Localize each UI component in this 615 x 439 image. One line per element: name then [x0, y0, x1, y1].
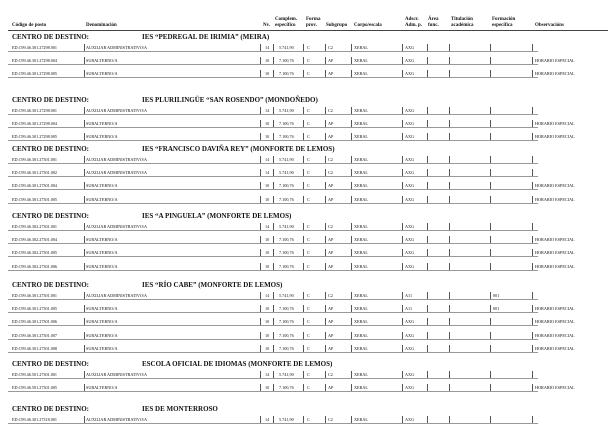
- row-nivel: 14: [265, 108, 270, 113]
- row-forma: C: [307, 293, 310, 298]
- row-forma: C: [307, 372, 310, 377]
- row-nivel: 10: [265, 385, 270, 391]
- row-observacions: HORARIO ESPECIAL: [535, 345, 575, 351]
- header-formacion-l2: específica: [492, 23, 513, 28]
- row-denominacion: SUBALTERNO/A: [86, 345, 118, 351]
- row-forma: C: [307, 319, 310, 325]
- row-rule: [8, 230, 538, 231]
- row-formacion: 001: [493, 293, 500, 298]
- table-row: [0, 291, 615, 300]
- row-complemento: 7.100,76: [279, 332, 294, 338]
- row-codigo: ED.C99.46.301.27298.005: [12, 71, 58, 77]
- section-title: [12, 212, 291, 220]
- row-subgrupo: C2: [328, 372, 333, 377]
- row-denominacion: SUBALTERNO/A: [86, 250, 118, 256]
- row-subgrupo: AP: [328, 71, 334, 77]
- row-codigo: ED.C99.46.301.27301.008: [12, 345, 58, 351]
- table-row: [0, 262, 615, 271]
- row-forma: C: [307, 332, 310, 338]
- row-corpo: XERAL: [354, 306, 368, 312]
- row-adscricion: AXG: [405, 58, 415, 64]
- table-row: [0, 331, 615, 340]
- row-adscricion: A11: [405, 293, 413, 298]
- row-subgrupo: C2: [328, 157, 333, 162]
- table-row: [0, 119, 615, 128]
- row-observacions: HORARIO ESPECIAL: [535, 71, 575, 77]
- row-complemento: 5.741,90: [279, 157, 294, 162]
- table-row: [0, 43, 615, 52]
- row-subgrupo: C2: [328, 108, 333, 113]
- row-rule: [8, 378, 538, 379]
- table-row: [0, 69, 615, 78]
- row-denominacion: SUBALTERNO/A: [86, 319, 118, 325]
- row-codigo: ED.C99.46.301.27301.004: [12, 183, 58, 189]
- row-subgrupo: C2: [328, 417, 333, 422]
- table-row: [0, 106, 615, 115]
- row-nivel: 14: [265, 157, 270, 162]
- section-title: [12, 96, 318, 104]
- row-nivel: 10: [265, 121, 270, 127]
- row-adscricion: AXG: [405, 196, 415, 202]
- header-titulacion-l1: Titulación: [451, 17, 473, 22]
- row-rule: [8, 312, 538, 313]
- table-row: [0, 248, 615, 257]
- row-adscricion: AXG: [405, 183, 415, 189]
- section-name: IES DE MONTERROSO: [142, 405, 218, 413]
- header-forma-l1: Forma: [306, 17, 321, 22]
- row-complemento: 5.741,90: [279, 170, 294, 176]
- row-nivel: 10: [265, 332, 270, 338]
- table-row: [0, 195, 615, 204]
- row-subgrupo: AP: [328, 121, 334, 127]
- table-row: [0, 304, 615, 313]
- row-nivel: 10: [265, 345, 270, 351]
- row-complemento: 5.741,90: [279, 293, 294, 298]
- row-adscricion: AXG: [405, 224, 415, 229]
- row-corpo: XERAL: [354, 108, 368, 113]
- row-observacions: HORARIO ESPECIAL: [535, 385, 575, 391]
- row-denominacion: AUXILIAR ADMINISTRATIVO/A: [86, 170, 148, 176]
- row-denominacion: SUBALTERNO/A: [86, 385, 118, 391]
- row-codigo: ED.C99.46.302.27301.004: [12, 237, 58, 243]
- row-adscricion: AXG: [405, 134, 415, 140]
- row-adscricion: AXG: [405, 237, 415, 243]
- row-rule: [8, 114, 538, 115]
- header-adscricion-l1: Adscr.: [405, 17, 419, 22]
- row-subgrupo: AP: [328, 319, 334, 325]
- row-rule: [8, 140, 538, 141]
- row-denominacion: SUBALTERNO/A: [86, 237, 118, 243]
- section-label: CENTRO DE DESTINO:: [12, 212, 90, 220]
- row-forma: C: [307, 306, 310, 312]
- row-observacions: HORARIO ESPECIAL: [535, 183, 575, 189]
- row-codigo: ED.C99.46.301.27301.001: [12, 157, 58, 162]
- row-nivel: 14: [265, 417, 270, 422]
- header-formacion-l1: Formación: [492, 17, 516, 22]
- row-denominacion: SUBALTERNO/A: [86, 134, 118, 140]
- row-codigo: ED.C99.46.302.27301.005: [12, 250, 58, 256]
- row-observacions: HORARIO ESPECIAL: [535, 121, 575, 127]
- row-nivel: 10: [265, 263, 270, 269]
- row-subgrupo: AP: [328, 332, 334, 338]
- row-adscricion: AXG: [405, 45, 415, 50]
- row-corpo: XERAL: [354, 293, 368, 298]
- row-subgrupo: C2: [328, 45, 333, 50]
- section-name: IES “FRANCISCO DAVIÑA REY” (MONFORTE DE LEMOS): [142, 145, 335, 153]
- table-row: [0, 168, 615, 177]
- row-observacions: HORARIO ESPECIAL: [535, 58, 575, 64]
- row-forma: C: [307, 263, 310, 269]
- row-nivel: 10: [265, 183, 270, 189]
- header-titulacion-l2: académica: [451, 23, 474, 28]
- row-codigo: ED.C99.46.501.27301.005: [12, 385, 58, 391]
- row-nivel: 14: [265, 293, 270, 298]
- row-adscricion: AXG: [405, 319, 415, 325]
- row-forma: C: [307, 170, 310, 176]
- header-complemento-l1: Complem.: [275, 17, 298, 22]
- section-name: IES “A PINGUELA” (MONFORTE DE LEMOS): [142, 212, 292, 220]
- row-complemento: 5.741,90: [279, 224, 294, 229]
- row-adscricion: AXG: [405, 263, 415, 269]
- row-complemento: 5.741,90: [279, 417, 294, 422]
- row-rule: [8, 270, 538, 271]
- row-complemento: 5.741,90: [279, 108, 294, 113]
- row-adscricion: A11: [405, 306, 413, 312]
- row-denominacion: AUXILIAR ADMINISTRATIVO/A: [86, 372, 148, 377]
- section-title: [12, 405, 218, 413]
- table-row: [0, 235, 615, 244]
- row-codigo: ED.C99.46.301.27298.004: [12, 58, 58, 64]
- row-complemento: 7.100,76: [279, 385, 294, 391]
- row-denominacion: AUXILIAR ADMINISTRATIVO/A: [86, 108, 148, 113]
- row-nivel: 10: [265, 134, 270, 140]
- row-complemento: 7.100,76: [279, 250, 294, 256]
- row-subgrupo: AP: [328, 263, 334, 269]
- row-complemento: 7.100,76: [279, 237, 294, 243]
- row-observacions: HORARIO ESPECIAL: [535, 196, 575, 202]
- row-denominacion: SUBALTERNO/A: [86, 306, 118, 312]
- table-header: [0, 0, 615, 30]
- row-complemento: 7.100,76: [279, 345, 294, 351]
- row-nivel: 10: [265, 306, 270, 312]
- row-subgrupo: AP: [328, 345, 334, 351]
- row-corpo: XERAL: [354, 250, 368, 256]
- row-subgrupo: AP: [328, 183, 334, 189]
- table-row: [0, 370, 615, 379]
- row-rule: [8, 352, 538, 353]
- row-corpo: XERAL: [354, 345, 368, 351]
- header-complemento-l2: específico: [275, 23, 296, 28]
- row-forma: C: [307, 58, 310, 64]
- row-rule: [8, 256, 538, 257]
- row-codigo: ED.C99.46.302.27301.001: [12, 224, 58, 229]
- row-nivel: 10: [265, 71, 270, 77]
- section-label: CENTRO DE DESTINO:: [12, 360, 90, 368]
- row-complemento: 5.741,90: [279, 45, 294, 50]
- row-complemento: 7.100,76: [279, 58, 294, 64]
- header-adscricion-l2: Adm. p.: [405, 23, 423, 28]
- row-nivel: 14: [265, 224, 270, 229]
- row-rule: [8, 325, 538, 326]
- row-codigo: ED.C99.46.301.27301.001: [12, 293, 58, 298]
- row-nivel: 10: [265, 319, 270, 325]
- header-forma-l2: prov.: [306, 23, 317, 28]
- row-rule: [8, 423, 538, 424]
- section-title: [12, 145, 335, 153]
- row-complemento: 7.100,76: [279, 196, 294, 202]
- header-subgrupo: Subgrupo: [326, 23, 348, 28]
- table-row: [0, 222, 615, 231]
- row-rule: [8, 339, 538, 340]
- row-forma: C: [307, 121, 310, 127]
- row-complemento: 7.100,76: [279, 71, 294, 77]
- row-nivel: 10: [265, 250, 270, 256]
- row-observacions: HORARIO ESPECIAL: [535, 319, 575, 325]
- row-subgrupo: C2: [328, 224, 333, 229]
- row-denominacion: SUBALTERNO/A: [86, 196, 118, 202]
- header-observacions: Observacións: [535, 23, 564, 28]
- row-adscricion: AXG: [405, 345, 415, 351]
- row-codigo: ED.C99.46.301.27298.001: [12, 45, 58, 50]
- row-corpo: XERAL: [354, 332, 368, 338]
- header-area-l2: func.: [428, 23, 439, 28]
- row-nivel: 14: [265, 170, 270, 176]
- row-adscricion: AXG: [405, 108, 415, 113]
- row-denominacion: AUXILIAR ADMINISTRATIVO/A: [86, 417, 148, 422]
- row-rule: [8, 391, 538, 392]
- row-nivel: 10: [265, 58, 270, 64]
- table-row: [0, 317, 615, 326]
- section-label: CENTRO DE DESTINO:: [12, 145, 90, 153]
- row-codigo: ED.C99.46.501.27301.001: [12, 372, 58, 377]
- row-observacions: HORARIO ESPECIAL: [535, 306, 575, 312]
- table-row: [0, 56, 615, 65]
- row-complemento: 7.100,76: [279, 306, 294, 312]
- table-row: [0, 155, 615, 164]
- row-denominacion: AUXILIAR ADMINISTRATIVO/A: [86, 157, 148, 162]
- row-complemento: 7.100,76: [279, 183, 294, 189]
- row-rule: [8, 127, 538, 128]
- row-rule: [8, 77, 538, 78]
- row-rule: [8, 203, 538, 204]
- row-corpo: XERAL: [354, 45, 368, 50]
- row-forma: C: [307, 385, 310, 391]
- row-corpo: XERAL: [354, 263, 368, 269]
- row-forma: C: [307, 345, 310, 351]
- row-subgrupo: C2: [328, 170, 333, 176]
- row-codigo: ED.C99.46.301.27301.007: [12, 332, 58, 338]
- row-codigo: ED.C99.46.302.27301.006: [12, 263, 58, 269]
- row-subgrupo: AP: [328, 250, 334, 256]
- row-corpo: XERAL: [354, 237, 368, 243]
- row-observacions: HORARIO ESPECIAL: [535, 250, 575, 256]
- row-nivel: 14: [265, 372, 270, 377]
- row-adscricion: AXG: [405, 71, 415, 77]
- row-denominacion: SUBALTERNO/A: [86, 183, 118, 189]
- row-observacions: HORARIO ESPECIAL: [535, 263, 575, 269]
- row-nivel: 10: [265, 237, 270, 243]
- row-subgrupo: AP: [328, 196, 334, 202]
- row-codigo: ED.C99.46.301.27301.005: [12, 306, 58, 312]
- row-rule: [8, 243, 538, 244]
- row-codigo: ED.C99.46.301.27301.006: [12, 319, 58, 325]
- row-codigo: ED.C99.46.301.27301.005: [12, 196, 58, 202]
- section-label: CENTRO DE DESTINO:: [12, 33, 90, 41]
- row-adscricion: AXG: [405, 121, 415, 127]
- row-denominacion: SUBALTERNO/A: [86, 263, 118, 269]
- header-denominacion: Denominación: [86, 23, 117, 28]
- row-forma: C: [307, 417, 310, 422]
- row-codigo: ED.C99.46.301.27301.002: [12, 170, 58, 176]
- section-title: [12, 33, 269, 41]
- row-rule: [8, 51, 538, 52]
- row-forma: C: [307, 71, 310, 77]
- row-complemento: 5.741,90: [279, 372, 294, 377]
- row-forma: C: [307, 224, 310, 229]
- table-row: [0, 344, 615, 353]
- row-denominacion: SUBALTERNO/A: [86, 58, 118, 64]
- row-corpo: XERAL: [354, 372, 368, 377]
- row-subgrupo: AP: [328, 237, 334, 243]
- row-corpo: XERAL: [354, 417, 368, 422]
- row-nivel: 10: [265, 196, 270, 202]
- row-forma: C: [307, 108, 310, 113]
- row-subgrupo: AP: [328, 385, 334, 391]
- row-forma: C: [307, 196, 310, 202]
- row-rule: [8, 189, 538, 190]
- row-adscricion: AXG: [405, 372, 415, 377]
- table-row: [0, 181, 615, 190]
- table-row: [0, 132, 615, 141]
- section-label: CENTRO DE DESTINO:: [12, 405, 90, 413]
- section-title: [12, 281, 282, 289]
- section-label: CENTRO DE DESTINO:: [12, 96, 90, 104]
- row-corpo: XERAL: [354, 58, 368, 64]
- row-corpo: XERAL: [354, 71, 368, 77]
- row-observacions: HORARIO ESPECIAL: [535, 332, 575, 338]
- table-row: [0, 415, 615, 424]
- header-codigo: Código de posto: [12, 23, 47, 28]
- row-corpo: XERAL: [354, 134, 368, 140]
- section-name: IES “PEDREGAL DE IRIMIA” (MEIRA): [142, 33, 270, 41]
- row-codigo: ED.C99.46.301.27298.001: [12, 108, 58, 113]
- row-corpo: XERAL: [354, 183, 368, 189]
- row-formacion: 001: [493, 306, 500, 312]
- row-subgrupo: AP: [328, 58, 334, 64]
- row-observacions: HORARIO ESPECIAL: [535, 134, 575, 140]
- row-adscricion: AXG: [405, 385, 415, 391]
- section-name: IES PLURILINGÜE “SAN ROSENDO” (MONDOÑEDO): [142, 96, 318, 104]
- row-adscricion: AXG: [405, 417, 415, 422]
- row-codigo: ED.C99.46.301.27298.004: [12, 121, 58, 127]
- section-label: CENTRO DE DESTINO:: [12, 281, 90, 289]
- row-observacions: HORARIO ESPECIAL: [535, 237, 575, 243]
- row-corpo: XERAL: [354, 196, 368, 202]
- row-denominacion: SUBALTERNO/A: [86, 121, 118, 127]
- row-forma: C: [307, 45, 310, 50]
- row-forma: C: [307, 134, 310, 140]
- row-rule: [8, 299, 538, 300]
- row-denominacion: SUBALTERNO/A: [86, 71, 118, 77]
- row-forma: C: [307, 250, 310, 256]
- row-corpo: XERAL: [354, 385, 368, 391]
- header-rule: [8, 30, 608, 31]
- section-name: IES “RÍO CABE” (MONFORTE DE LEMOS): [142, 281, 283, 289]
- row-corpo: XERAL: [354, 170, 368, 176]
- row-adscricion: AXG: [405, 332, 415, 338]
- row-forma: C: [307, 237, 310, 243]
- row-codigo: ED.C99.46.301.27298.005: [12, 134, 58, 140]
- row-complemento: 7.100,76: [279, 319, 294, 325]
- row-subgrupo: AP: [328, 134, 334, 140]
- row-denominacion: AUXILIAR ADMINISTRATIVO/A: [86, 45, 148, 50]
- header-corpo: Corpo/escala: [354, 23, 382, 28]
- row-corpo: XERAL: [354, 157, 368, 162]
- row-forma: C: [307, 183, 310, 189]
- row-adscricion: AXG: [405, 170, 415, 176]
- row-denominacion: AUXILIAR ADMINISTRATIVO/A: [86, 224, 148, 229]
- section-title: [12, 360, 332, 368]
- row-rule: [8, 163, 538, 164]
- row-forma: C: [307, 157, 310, 162]
- row-rule: [8, 176, 538, 177]
- row-adscricion: AXG: [405, 250, 415, 256]
- row-complemento: 7.100,76: [279, 134, 294, 140]
- row-codigo: ED.C99.46.301.27318.001: [12, 417, 58, 422]
- section-name: ESCOLA OFICIAL DE IDIOMAS (MONFORTE DE LEMOS): [142, 360, 333, 368]
- row-rule: [8, 64, 538, 65]
- header-area-l1: Área: [428, 17, 439, 22]
- row-corpo: XERAL: [354, 319, 368, 325]
- row-complemento: 7.100,76: [279, 263, 294, 269]
- row-adscricion: AXG: [405, 157, 415, 162]
- row-denominacion: AUXILIAR ADMINISTRATIVO/A: [86, 293, 148, 298]
- row-subgrupo: AP: [328, 306, 334, 312]
- table-row: [0, 383, 615, 392]
- row-complemento: 7.100,76: [279, 121, 294, 127]
- header-nivel-l2: Nv.: [263, 23, 271, 28]
- row-denominacion: SUBALTERNO/A: [86, 332, 118, 338]
- row-subgrupo: C2: [328, 293, 333, 298]
- row-corpo: XERAL: [354, 224, 368, 229]
- row-nivel: 14: [265, 45, 270, 50]
- row-corpo: XERAL: [354, 121, 368, 127]
